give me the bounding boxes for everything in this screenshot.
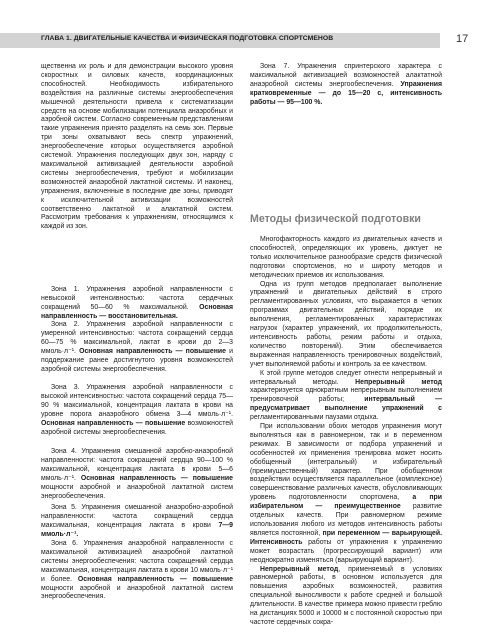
paragraph-methods-2: Одна из групп методов предполагает выполнение упражнений и двигательных действий в строго регламентированных условиях, что выражается в четких программах двигательных действий, порядке их выполнения, регламентированных характеристиках нагрузок (характер упражнений, их продолжительность, интенсивность работы, режим работы и отдыха, количество повторений). Этим обеспечивается выраженная направленность тренировочных воздействий, учет выполняемой работы и контроль за ее качеством. xyxy=(250,280,442,368)
left-column xyxy=(41,63,233,232)
section-title: Методы физической подготовки xyxy=(250,213,421,225)
left-column-zone-5 xyxy=(41,504,233,540)
paragraph-zone-1: Зона 1. Упражнения аэробной направленности с невысокой интенсивностью: частота сердечных сокращений 50—60 % максимальной. Основная направленность — восстановительная. xyxy=(41,286,233,320)
paragraph-zone-4: Зона 4. Упражнения смешанной аэробно-анаэробной направленности: частота сокращений сердца 90—100 % максимальной, концентрация лактата в крови 5—6 ммоль·л⁻¹. Основная направленность — повышение мощности аэробной и анаэробной лактатной систем энергообеспечения. xyxy=(41,448,233,500)
left-column-zone-4 xyxy=(41,448,233,501)
left-column-zone-2 xyxy=(41,321,233,374)
paragraph-methods-3: К этой группе методов следует отнести непрерывный и интервальный методы. Непрерывный метод характеризуется однократным непрерывным выполнением тренировочной работы; интервальный — предусматривает выполнение упражнений с регламентированными паузами отдыха. xyxy=(250,369,443,422)
left-column-zone-6 xyxy=(41,540,233,602)
left-column-zone-3 xyxy=(41,384,233,437)
chapter-header: ГЛАВА 1. ДВИГАТЕЛЬНЫЕ КАЧЕСТВА И ФИЗИЧЕСКАЯ ПОДГОТОВКА СПОРТСМЕНОВ xyxy=(41,35,334,42)
page-number: 17 xyxy=(456,33,469,45)
left-column-zone-1 xyxy=(41,286,233,322)
paragraph-methods-4: При использовании обоих методов упражнения могут выполняться как в равномерном, так и в переменном режимах. В зависимости от подбора упражнений и особенностей их применения тренировка может носить обобщенный (интегральный) и избирательный (преимущественный) характер. При обобщенном воздействии осуществляется параллельное (комплексное) совершенствование различных качеств, обусловливающих уровень подготовленности спортсмена, а при избирательном — преимущественное развитие отдельных качеств. При равномерном режиме использования любого из методов интенсивность работы является постоянной, при переменном — варьирующей. Интенсивность работы от упражнения к упражнению может возрастать (прогрессирующий вариант) или неоднократно изменяться (варьирующий вариант). xyxy=(250,423,443,564)
right-column-methods xyxy=(250,236,442,628)
paragraph-zone-2: Зона 2. Упражнения аэробной направленности с умеренной интенсивностью: частота сокращений сердца 60—75 % максимальной, лактат в крови до 2—3 ммоль·л⁻¹. Основная направленность — повышение и поддержание ранее достигнутого уровня возможностей аэробной системы энергообеспечения. xyxy=(41,321,234,373)
paragraph-methods-1: Многофакторность каждого из двигательных качеств и способностей, определяющих их уровень, диктует не только исключительное разнообразие средств физической подготовки спортсменов, но и широту методов и методических приемов их использования. xyxy=(250,236,442,279)
right-column-zone-7 xyxy=(250,63,442,108)
paragraph-zone-7: Зона 7. Упражнения спринтерского характера с максимальной активизацией возможностей алактатной анаэробной системы энергообеспечения. Упражнения кратковременные — до 15—20 с, интенсивность работы — 95—100 %. xyxy=(250,63,442,106)
paragraph-zone-6: Зона 6. Упражнения анаэробной направленности с максимальной активизацией анаэробной лактатной системы энергообеспечения: частота сокращений сердца максимальная, концентрация лактата в крови 10 ммоль·л⁻¹ и более. Основная направленность — повышение мощности аэробной и анаэробной лактатной систем энергообеспечения. xyxy=(41,540,233,601)
paragraph-zones-intro: щественна их роль и для демонстрации высокого уровня скоростных и силовых качеств, координационных способностей. Необходимость избирательного воздействия на различные системы энергообеспечения мышечной деятельности привела к систематизации средств на основе мобилизации потенциала анаэробных и аэробной систем. Согласно современным представлениям такие упражнения принято разделять на семь зон. Первые три зоны охватывают весь спектр упражнений, энергообеспечение которых осуществляется аэробной системой. Упражнения последующих двух зон, наряду с максимальной активизацией деятельности аэробной системы энергообеспечения, требуют и мобилизации возможностей анаэробной лактатной системы. И наконец, упражнения, включенные в последние две зоны, приводят к исключительной активизации возможностей соответственно лактатной и алактатной систем. Рассмотрим требования к упражнениям, относящимся к каждой из зон. xyxy=(41,63,233,231)
paragraph-zone-3: Зона 3. Упражнения аэробной направленности с высокой интенсивностью: частота сокращений сердца 75—90 % максимальной, концентрация лактата в крови на уровне порога анаэробного обмена 3—4 ммоль·л⁻¹. Основная направленность — повышение возможностей аэробной системы энергообеспечения. xyxy=(41,384,234,436)
paragraph-methods-5: Непрерывный метод, применяемый в условиях равномерной работы, в основном используется для повышения аэробных возможностей, развития специальной выносливости к работе средней и большой длительности. В качестве примера можно привести греблю на дистанциях 5000 и 10000 м с постоянной скоростью при частоте сердечных сокра- xyxy=(250,565,443,626)
paragraph-zone-5: Зона 5. Упражнения смешанной анаэробно-аэробной направленности: частота сокращений сердца максимальная, концентрация лактата в крови 7—9 ммоль·л⁻¹. xyxy=(41,504,233,538)
